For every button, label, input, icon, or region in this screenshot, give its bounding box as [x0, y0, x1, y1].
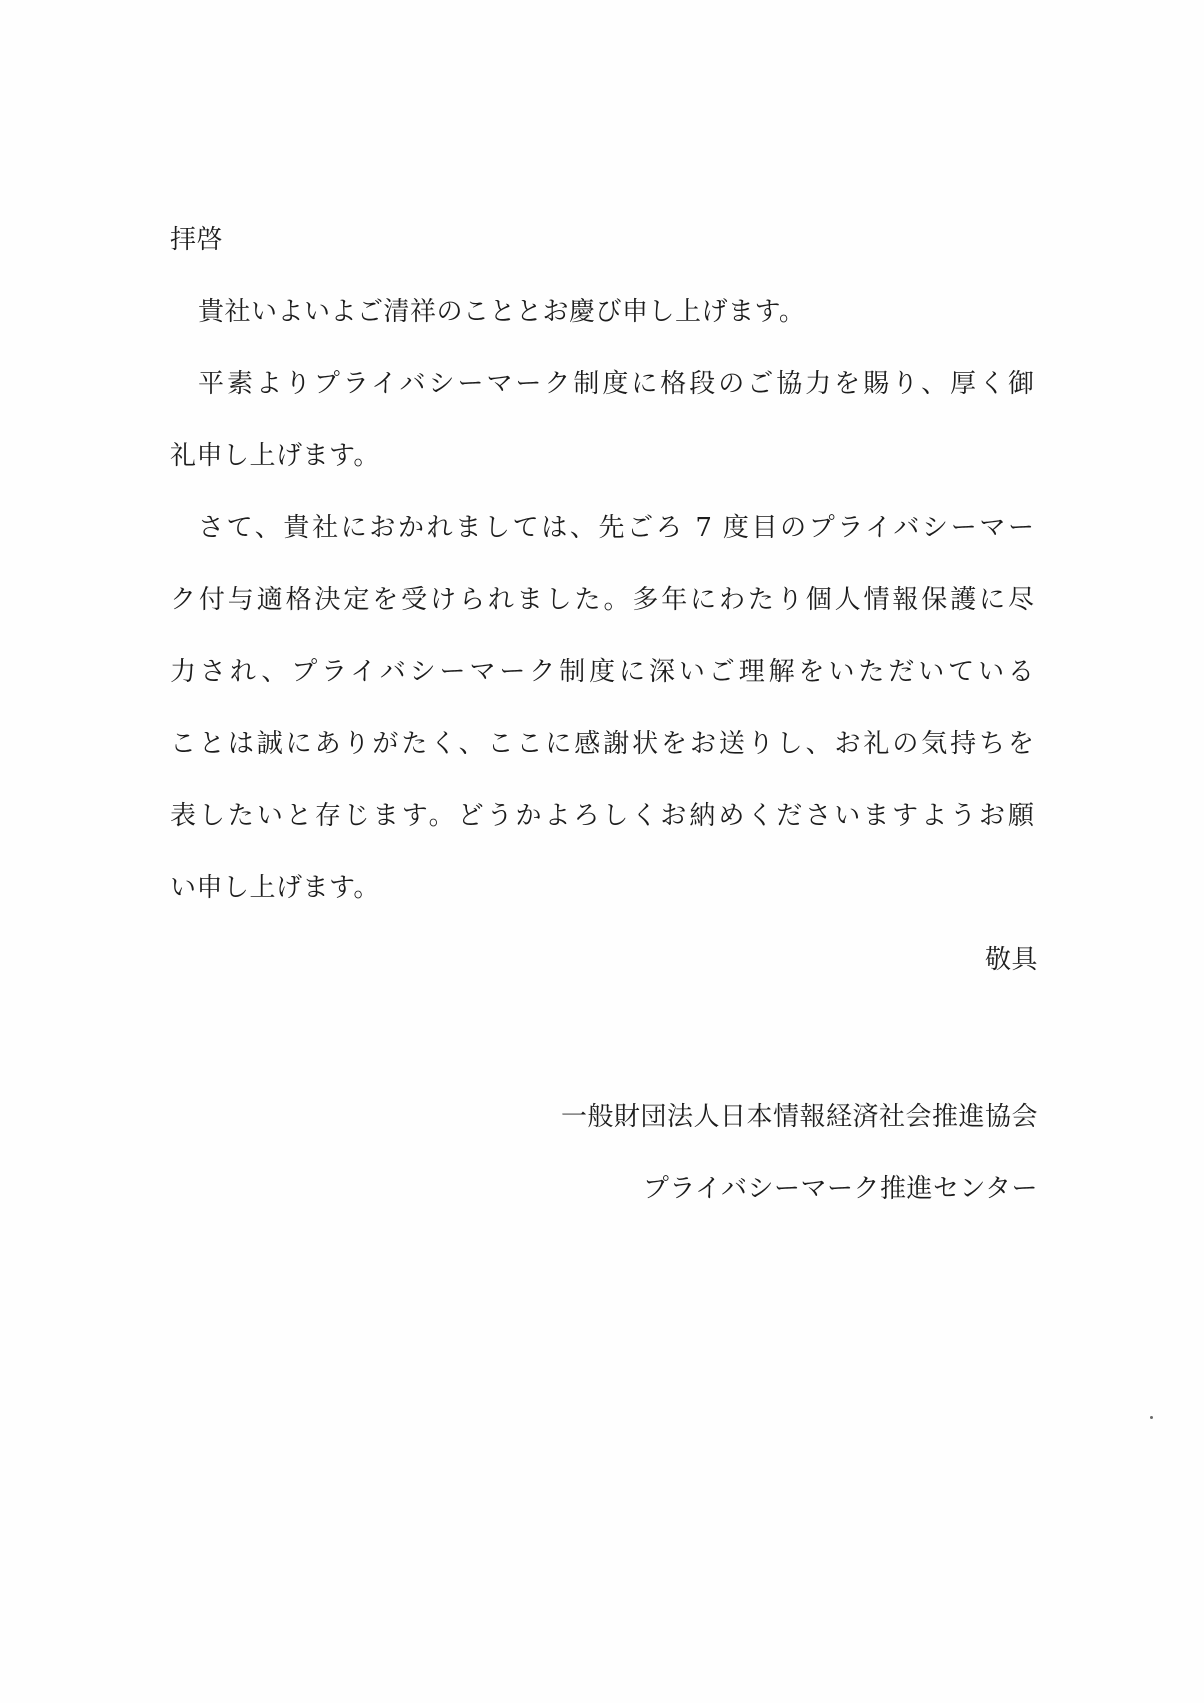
paragraph-2-line-2: ク付与適格決定を受けられました。多年にわたり個人情報保護に尽 — [170, 585, 1034, 615]
paragraph-2-line-5: 表したいと存じます。どうかよろしくお納めくださいますようお願 — [170, 801, 1034, 831]
paragraph-1-line-2: 礼申し上げます。 — [170, 441, 380, 471]
sender-department: プライバシーマーク推進センター — [642, 1174, 1038, 1204]
opening-salutation: 拝啓 — [170, 225, 224, 255]
closing-salutation: 敬具 — [984, 945, 1038, 975]
paragraph-1-line-1: 平素よりプライバシーマーク制度に格段のご協力を賜り、厚く御 — [198, 369, 1034, 399]
sender-organization: 一般財団法人日本情報経済社会推進協会 — [560, 1102, 1038, 1132]
scan-speck — [1150, 1416, 1153, 1419]
paragraph-2-line-6: い申し上げます。 — [170, 873, 380, 903]
paragraph-2-line-1: さて、貴社におかれましては、先ごろ 7 度目のプライバシーマー — [198, 513, 1034, 543]
paragraph-2-line-3: 力され、プライバシーマーク制度に深いご理解をいただいている — [170, 657, 1034, 687]
greeting-line: 貴社いよいよご清祥のこととお慶び申し上げます。 — [198, 297, 806, 327]
paragraph-2-line-4: ことは誠にありがたく、ここに感謝状をお送りし、お礼の気持ちを — [170, 729, 1034, 759]
